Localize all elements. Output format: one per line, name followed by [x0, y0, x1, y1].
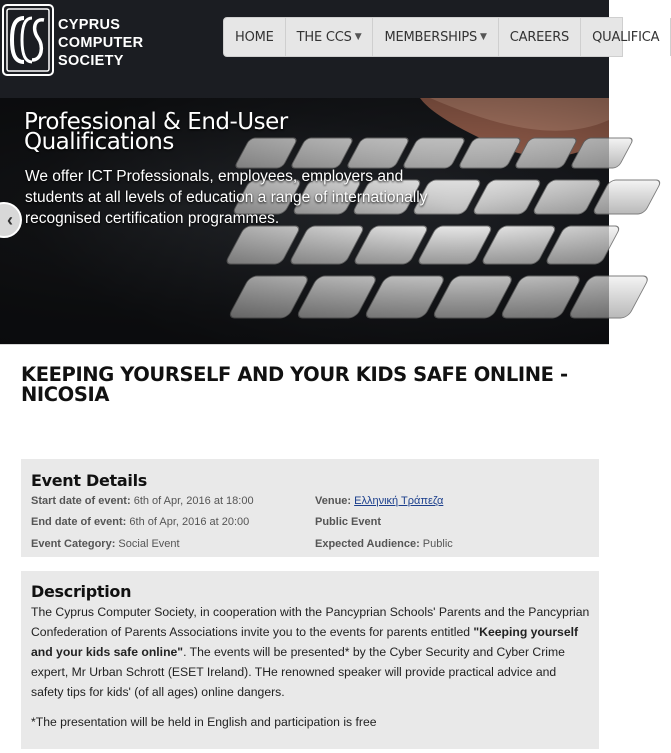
main-nav: [223, 17, 660, 57]
expected-audience-field: [315, 538, 453, 550]
divider: [0, 344, 609, 345]
start-date-value: 6th of Apr, 2016 at 18:00: [133, 495, 254, 507]
logo-line: COMPUTER: [58, 35, 144, 51]
nav-item-label: THE CCS: [296, 29, 352, 45]
event-description-panel: [21, 571, 599, 749]
hero-title-line: Qualifications: [24, 129, 174, 155]
event-category-label: Event Category:: [31, 538, 116, 550]
hero-title: [24, 109, 288, 155]
start-date-label: Start date of event:: [31, 495, 131, 507]
description-intro: The Cyprus Computer Society, in cooperation with the Pancyprian Schools' Parents and the Pancyprian Confederation of Parents Associations invite you to the events for parents entitled: [31, 605, 590, 639]
nav-item-label: QUALIFICA: [592, 29, 660, 45]
chevron-left-icon: ‹: [7, 209, 13, 230]
logo-wordmark: [58, 16, 143, 70]
description-heading: Description: [31, 582, 132, 601]
description-rest: . The events will be presented* by the Cyber Security and Cyber Crime expert, Mr Urban Schrott (ESET Ireland). THe renowned speaker will provide practical advice and safety tips for kids' (of all ages) online dangers.: [31, 645, 565, 699]
description-body: [31, 602, 591, 732]
hero-title-line: Professional & End-User: [24, 109, 288, 135]
event-title: KEEPING YOURSELF AND YOUR KIDS SAFE ONLINE - NICOSIA: [21, 363, 568, 406]
description-note: *The presentation will be held in English and participation is free: [31, 715, 377, 729]
description-paragraph: [31, 602, 591, 702]
ccs-logo-icon: [2, 4, 54, 76]
nav-item-label: MEMBERSHIPS: [384, 29, 478, 45]
event-details-heading: Event Details: [31, 471, 147, 490]
nav-item-qualifications[interactable]: [581, 18, 671, 56]
venue-label: Venue:: [315, 495, 352, 507]
venue-link[interactable]: Ελληνική Τράπεζα: [354, 495, 444, 507]
nav-item-memberships[interactable]: [373, 18, 498, 56]
event-details-panel: [21, 459, 599, 557]
end-date-field: [31, 516, 249, 528]
description-event-name: "Keeping yourself and your kids safe online": [31, 625, 579, 659]
nav-item-the-ccs[interactable]: [286, 18, 374, 56]
expected-audience-value: Public: [422, 538, 453, 550]
nav-item-label: HOME: [235, 29, 274, 45]
nav-item-careers[interactable]: [499, 18, 581, 56]
end-date-value: 6th of Apr, 2016 at 20:00: [129, 516, 250, 528]
nav-item-home[interactable]: [224, 18, 286, 56]
site-header: [0, 0, 660, 98]
event-category-field: [31, 538, 180, 550]
logo-line: CYPRUS: [58, 17, 121, 33]
hero-description: We offer ICT Professionals, employees, employers and students at all levels of education a range of internationally recognised certification programmes.: [25, 168, 428, 227]
site-logo[interactable]: [2, 4, 152, 78]
nav-item-label: CAREERS: [509, 29, 570, 45]
event-category-value: Social Event: [118, 538, 180, 550]
venue-field: [315, 495, 443, 507]
hero-banner: [0, 98, 609, 344]
logo-line: SOCIETY: [58, 53, 124, 69]
end-date-label: End date of event:: [31, 516, 127, 528]
public-event-label: Public Event: [315, 516, 382, 528]
public-event-field: [315, 516, 381, 528]
expected-audience-label: Expected Audience:: [315, 538, 420, 550]
chevron-down-icon: ▼: [354, 32, 362, 42]
chevron-down-icon: ▼: [480, 32, 487, 42]
start-date-field: [31, 495, 254, 507]
